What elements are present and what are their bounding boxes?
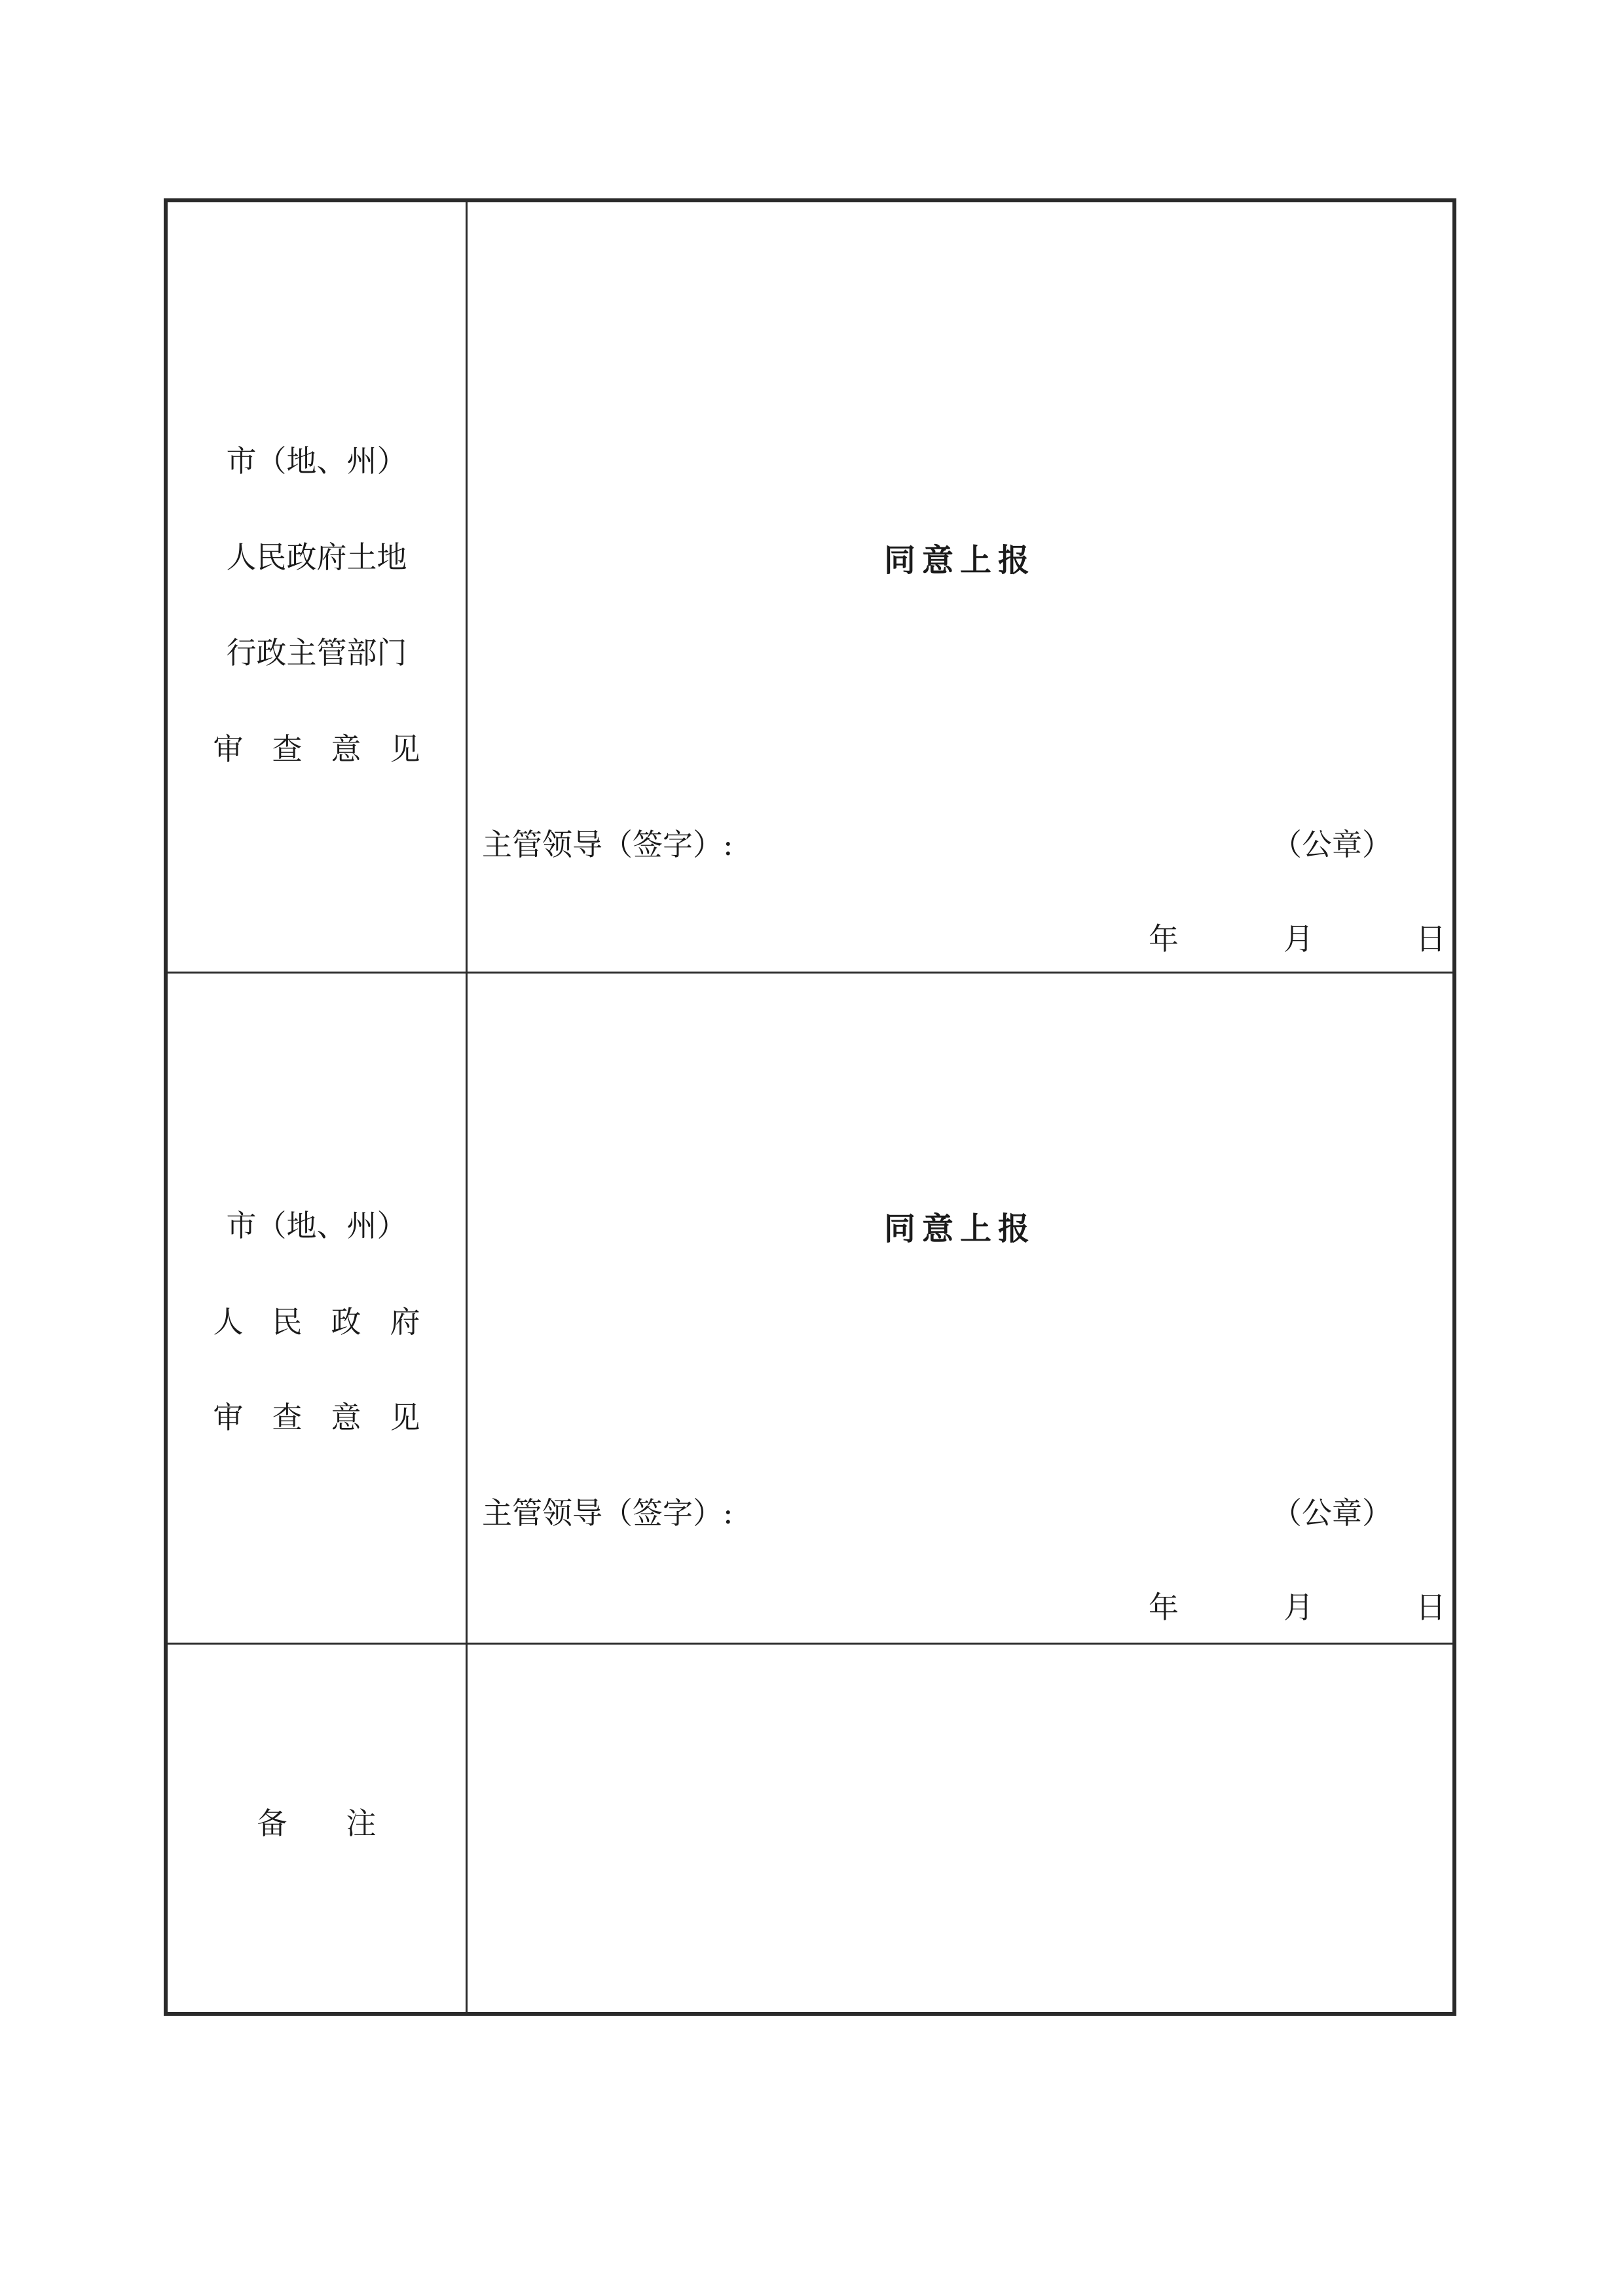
land-dept-review-row (168, 202, 1452, 974)
remarks-content-cell (468, 1645, 1452, 2016)
remarks-row (168, 1645, 1452, 2016)
seal-label: （公章） (1272, 827, 1392, 862)
city-gov-review-row (168, 974, 1452, 1645)
land-dept-opinion-cell (468, 202, 1452, 972)
land-dept-label-cell (168, 202, 468, 972)
city-gov-opinion-cell (468, 974, 1452, 1643)
signature-label: 主管领导（签字）: (482, 1495, 733, 1531)
label-line-3: 行政主管部门 (226, 635, 407, 670)
opinion-text: 同意上报 (883, 542, 1036, 579)
label-line-4: 审查意见 (213, 731, 449, 767)
date-month-label: 月 (1283, 1590, 1314, 1625)
label-line-1: 市（地、州） (226, 443, 407, 479)
remarks-label: 备注 (257, 1806, 435, 1841)
opinion-text: 同意上报 (883, 1211, 1036, 1247)
date-day-label: 日 (1416, 921, 1446, 957)
label-line-1: 市（地、州） (226, 1208, 407, 1243)
seal-label: （公章） (1272, 1495, 1392, 1531)
date-year-label: 年 (1149, 1590, 1179, 1625)
remarks-label-cell (168, 1645, 468, 2016)
date-day-label: 日 (1416, 1590, 1446, 1625)
signature-label: 主管领导（签字）: (482, 827, 733, 862)
date-month-label: 月 (1283, 921, 1314, 957)
approval-form-table (164, 198, 1456, 2016)
city-gov-label-cell (168, 974, 468, 1643)
label-line-2: 人民政府 (213, 1304, 449, 1339)
date-year-label: 年 (1149, 921, 1179, 957)
label-line-2: 人民政府土地 (226, 539, 407, 575)
label-line-3: 审查意见 (213, 1400, 449, 1435)
